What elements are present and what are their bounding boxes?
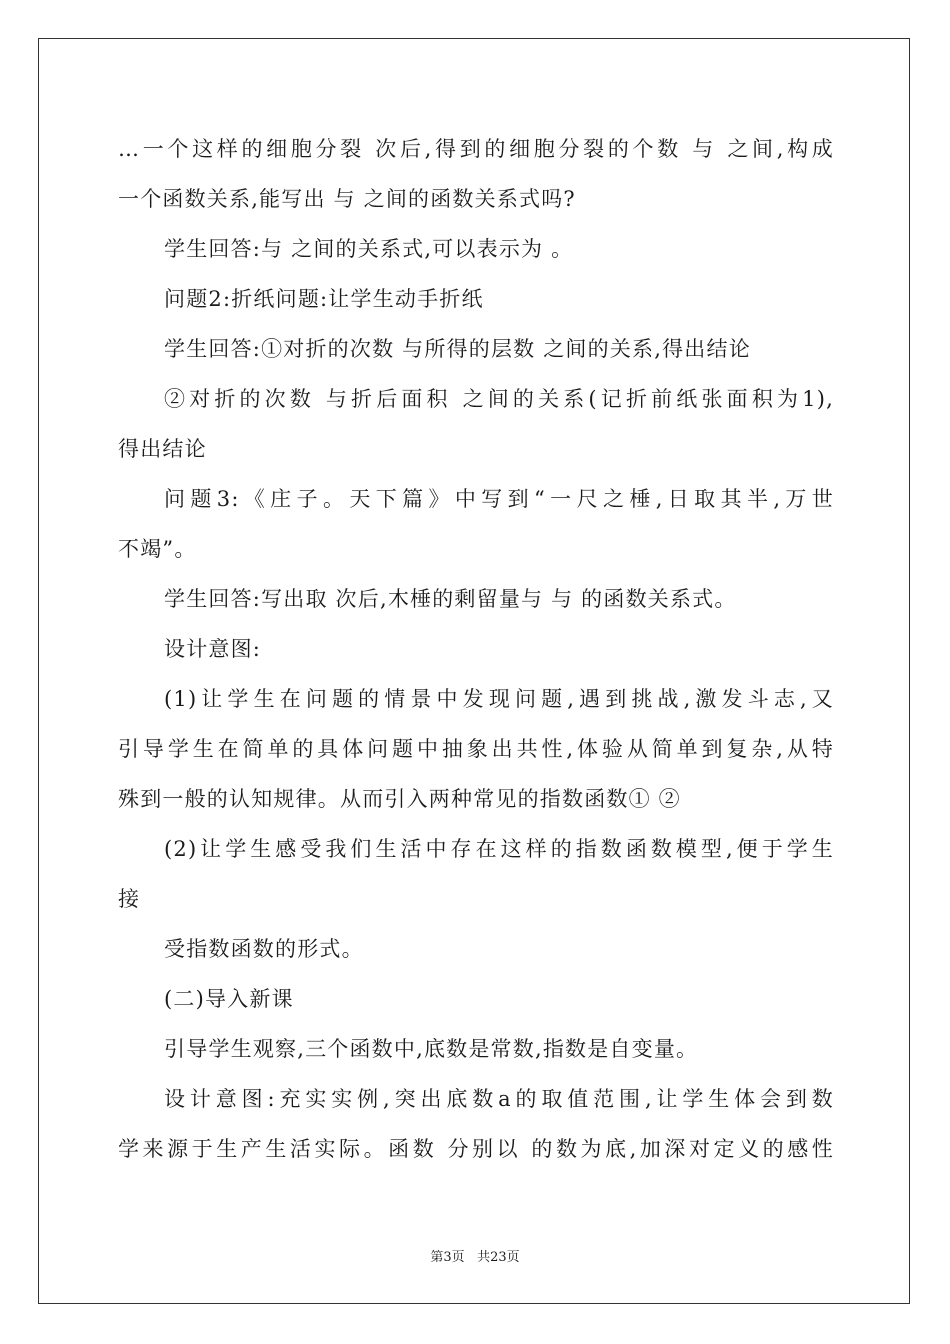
text-line: 学生回答:写出取 次后,木棰的剩留量与 与 的函数关系式。: [164, 587, 737, 611]
text-line: 引导学生在简单的具体问题中抽象出共性,体验从简单到复杂,从特: [118, 737, 834, 761]
text-line: 设计意图:充实实例,突出底数a的取值范围,让学生体会到数: [164, 1087, 834, 1111]
text-line: (1)让学生在问题的情景中发现问题,遇到挑战,激发斗志,又: [164, 687, 834, 711]
text-line: (二)导入新课: [164, 987, 294, 1011]
text-line: (2)让学生感受我们生活中存在这样的指数函数模型,便于学生: [164, 837, 834, 861]
text-line: 得出结论: [118, 437, 207, 461]
page-total: 共23页: [477, 1250, 520, 1265]
text-line: ②对折的次数 与折后面积 之间的关系(记折前纸张面积为1),: [164, 387, 834, 411]
text-line: 设计意图:: [164, 637, 262, 661]
text-line: 学生回答:与 之间的关系式,可以表示为 。: [164, 237, 574, 261]
text-line: 一个函数关系,能写出 与 之间的函数关系式吗?: [118, 187, 576, 211]
text-line: 引导学生观察,三个函数中,底数是常数,指数是自变量。: [164, 1037, 699, 1061]
document-body: [118, 124, 834, 1174]
text-line: 殊到一般的认知规律。从而引入两种常见的指数函数① ②: [118, 787, 681, 811]
text-line: 受指数函数的形式。: [164, 937, 364, 961]
page-footer: [0, 1246, 950, 1265]
text-line: 学生回答:①对折的次数 与所得的层数 之间的关系,得出结论: [164, 337, 751, 361]
text-line: …一个这样的细胞分裂 次后,得到的细胞分裂的个数 与 之间,构成: [118, 137, 834, 161]
text-line: 学来源于生产生活实际。函数 分别以 的数为底,加深对定义的感性: [118, 1137, 834, 1161]
page-number: 第3页: [430, 1250, 465, 1265]
text-line: 接: [118, 887, 141, 911]
text-line: 问题3:《庄子。天下篇》中写到“一尺之棰,日取其半,万世: [164, 487, 834, 511]
text-line: 不竭”。: [118, 537, 197, 561]
text-line: 问题2:折纸问题:让学生动手折纸: [164, 287, 484, 311]
